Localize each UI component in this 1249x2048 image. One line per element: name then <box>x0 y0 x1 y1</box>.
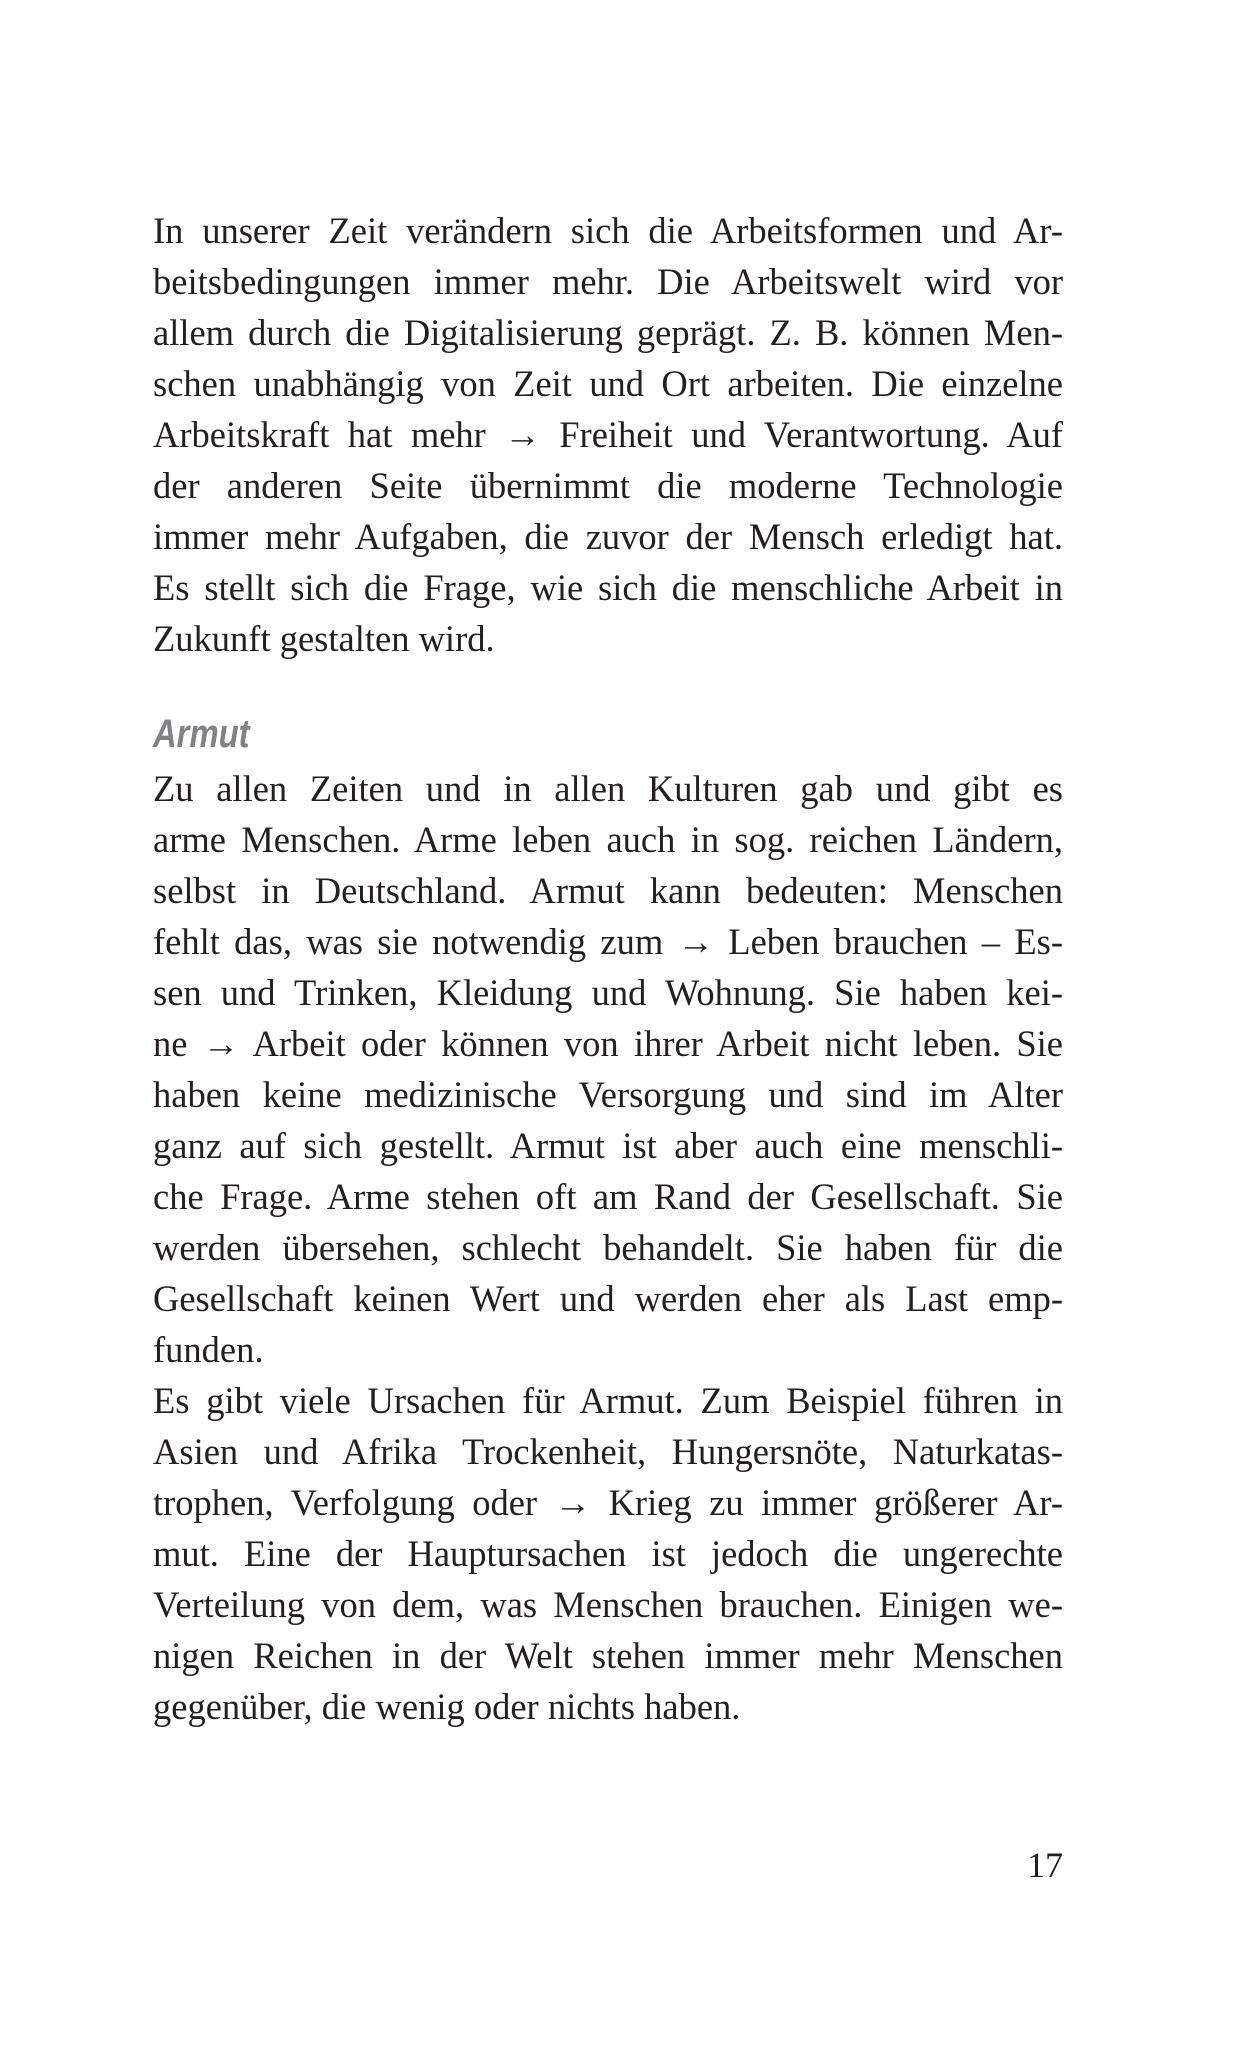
text-line: Es gibt viele Ursachen für Armut. Zum Beispiel führen in <box>153 1380 1063 1421</box>
text-line: fehlt das, was sie notwendig zum → Leben brauchen – Es- <box>153 921 1063 962</box>
text-line: In unserer Zeit verändern sich die Arbeitsformen und Ar- <box>153 210 1063 251</box>
text-line: werden übersehen, schlecht behandelt. Sie haben für die <box>153 1227 1063 1268</box>
text-line: ganz auf sich gestellt. Armut ist aber auch eine menschli- <box>153 1125 1063 1166</box>
text-line: trophen, Verfolgung oder → Krieg zu immer größerer Ar- <box>153 1482 1063 1523</box>
text-line: Asien und Afrika Trockenheit, Hungersnöte, Naturkatas- <box>153 1431 1063 1472</box>
page-number: 17 <box>1027 1845 1063 1885</box>
armut-paragraph-2 <box>153 1375 1063 1732</box>
text-line: allem durch die Digitalisierung geprägt. Z. B. können Men- <box>153 312 1063 353</box>
text-line: der anderen Seite übernimmt die moderne Technologie <box>153 465 1063 506</box>
text-line: nigen Reichen in der Welt stehen immer mehr Menschen <box>153 1635 1063 1676</box>
text-line: Verteilung von dem, was Menschen brauchen. Einigen we- <box>153 1584 1063 1625</box>
armut-paragraph-1 <box>153 763 1063 1375</box>
text-line: Es stellt sich die Frage, wie sich die menschliche Arbeit in <box>153 567 1063 608</box>
text-line: arme Menschen. Arme leben auch in sog. reichen Ländern, <box>153 819 1063 860</box>
section-heading: Armut <box>153 712 250 756</box>
text-line: haben keine medizinische Versorgung und sind im Alter <box>153 1074 1063 1115</box>
text-line: immer mehr Aufgaben, die zuvor der Mensch erledigt hat. <box>153 516 1063 557</box>
text-line: che Frage. Arme stehen oft am Rand der Gesellschaft. Sie <box>153 1176 1063 1217</box>
text-line: Zukunft gestalten wird. <box>153 618 495 659</box>
text-line: funden. <box>153 1329 264 1370</box>
text-line: sen und Trinken, Kleidung und Wohnung. Sie haben kei- <box>153 972 1063 1013</box>
text-line: Gesellschaft keinen Wert und werden eher als Last emp- <box>153 1278 1063 1319</box>
text-line: Zu allen Zeiten und in allen Kulturen gab und gibt es <box>153 768 1063 809</box>
text-line: schen unabhängig von Zeit und Ort arbeiten. Die einzelne <box>153 363 1063 404</box>
text-line: beitsbedingungen immer mehr. Die Arbeitswelt wird vor <box>153 261 1063 302</box>
text-line: selbst in Deutschland. Armut kann bedeuten: Menschen <box>153 870 1063 911</box>
text-line: ne → Arbeit oder können von ihrer Arbeit nicht leben. Sie <box>153 1023 1063 1064</box>
text-line: mut. Eine der Hauptursachen ist jedoch die ungerechte <box>153 1533 1063 1574</box>
text-line: Arbeitskraft hat mehr → Freiheit und Verantwortung. Auf <box>153 414 1063 455</box>
text-line: gegenüber, die wenig oder nichts haben. <box>153 1686 741 1727</box>
intro-paragraph <box>153 205 1063 664</box>
